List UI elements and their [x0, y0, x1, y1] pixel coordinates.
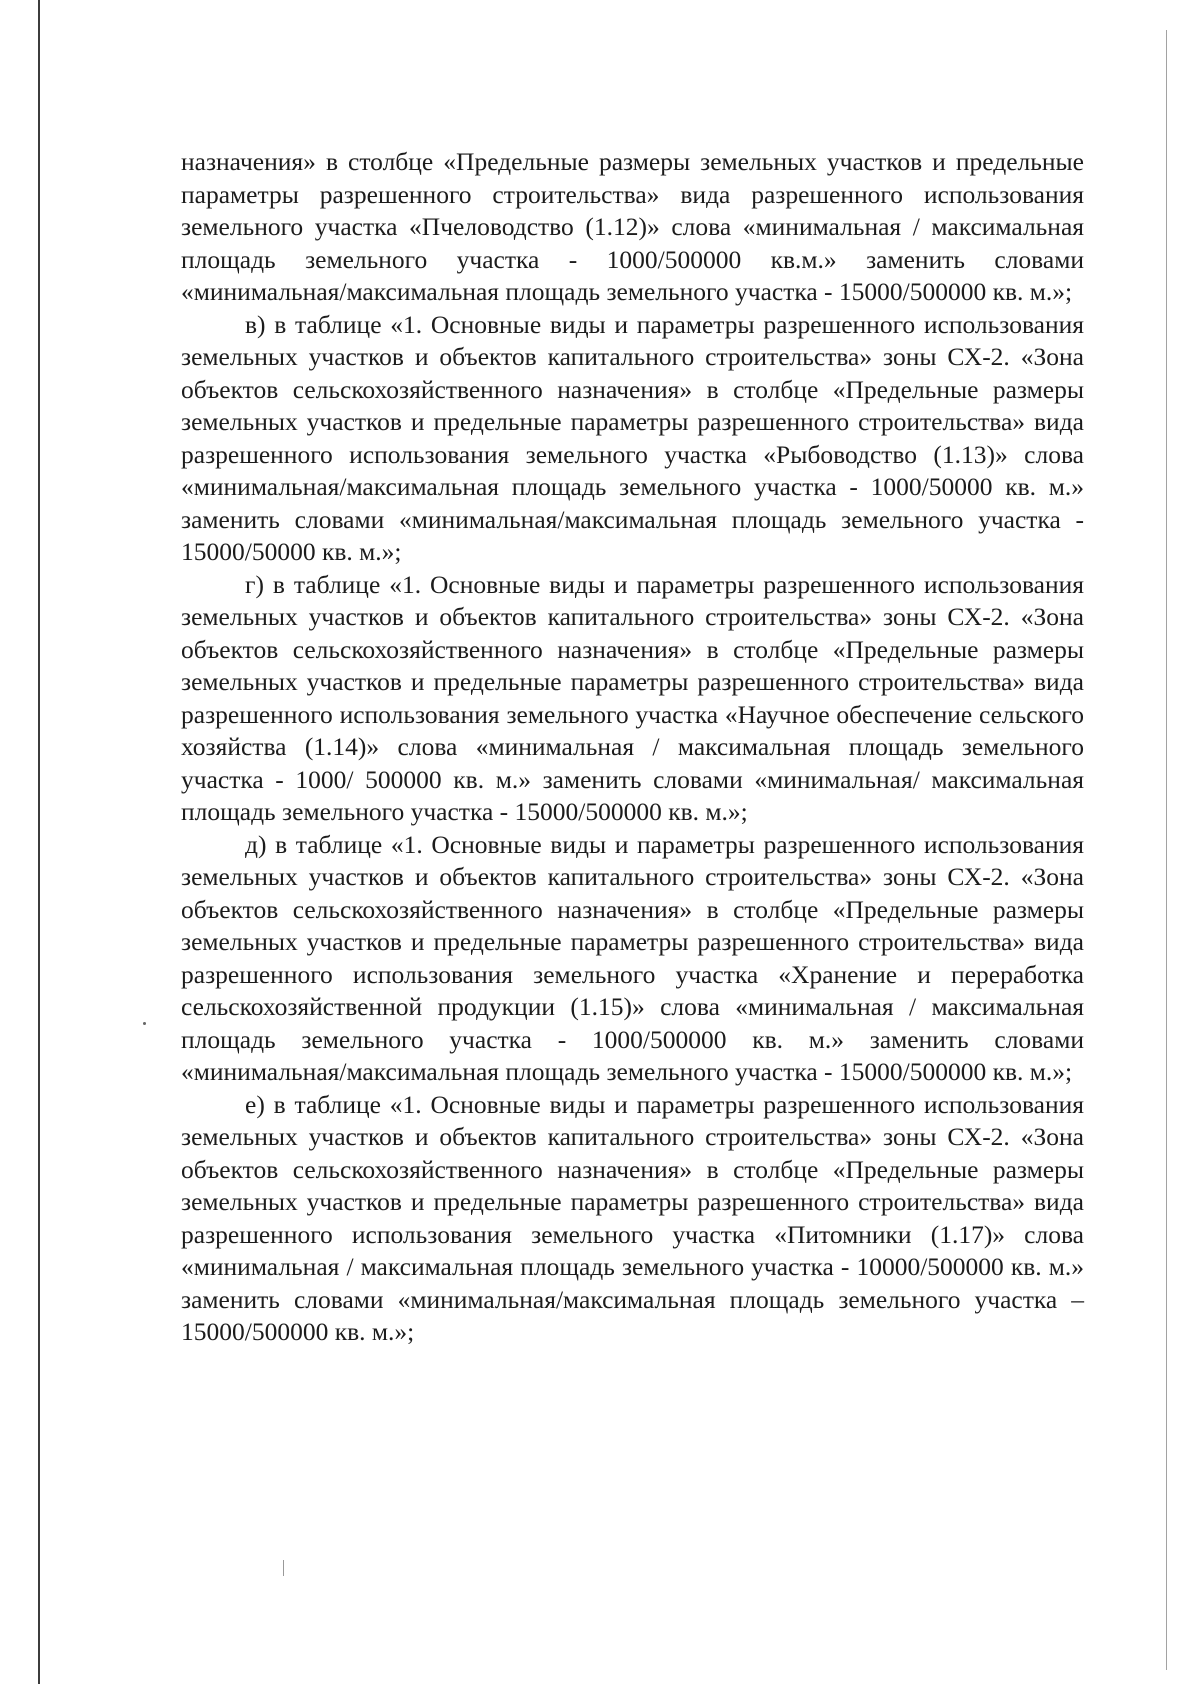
- document-body: [181, 146, 1084, 1349]
- scan-left-edge: [38, 0, 40, 1684]
- paragraph-item-d: д) в таблице «1. Основные виды и параметры разрешенного использования земельных участков и объектов капитального строительства» зоны СХ-2. «Зона объектов сельскохозяйственного назначения» в столбце «Предельные размеры земельных участков и предельные параметры разрешенного строительства» вида разрешенного использования земельного участка «Хранение и переработка сельскохозяйственной продукции (1.15)» слова «минимальная / максимальная площадь земельного участка - 1000/500000 кв. м.» заменить словами «минимальная/максимальная площадь земельного участка - 15000/500000 кв. м.»;: [181, 829, 1084, 1086]
- scan-right-edge: [1166, 30, 1167, 1670]
- scan-speck: [143, 1022, 146, 1025]
- paragraph-continuation: назначения» в столбце «Предельные размеры земельных участков и предельные параметры разрешенного строительства» вида разрешенного использования земельного участка «Пчеловодство (1.12)» слова «минимальная / максимальная площадь земельного участка - 1000/500000 кв.м.» заменить словами «минимальная/максимальная площадь земельного участка - 15000/500000 кв. м.»;: [181, 147, 1084, 306]
- paragraph-item-g: г) в таблице «1. Основные виды и параметры разрешенного использования земельных участков и объектов капитального строительства» зоны СХ-2. «Зона объектов сельскохозяйственного назначения» в столбце «Предельные размеры земельных участков и предельные параметры разрешенного строительства» вида разрешенного использования земельного участка «Научное обеспечение сельского хозяйства (1.14)» слова «минимальная / максимальная площадь земельного участка - 1000/ 500000 кв. м.» заменить словами «минимальная/ максимальная площадь земельного участка - 15000/500000 кв. м.»;: [181, 569, 1084, 826]
- paragraph-item-v: в) в таблице «1. Основные виды и параметры разрешенного использования земельных участков и объектов капитального строительства» зоны СХ-2. «Зона объектов сельскохозяйственного назначения» в столбце «Предельные размеры земельных участков и предельные параметры разрешенного строительства» вида разрешенного использования земельного участка «Рыбоводство (1.13)» слова «минимальная/максимальная площадь земельного участка - 1000/50000 кв. м.» заменить словами «минимальная/максимальная площадь земельного участка - 15000/50000 кв. м.»;: [181, 309, 1084, 566]
- paragraph-item-e: е) в таблице «1. Основные виды и параметры разрешенного использования земельных участков и объектов капитального строительства» зоны СХ-2. «Зона объектов сельскохозяйственного назначения» в столбце «Предельные размеры земельных участков и предельные параметры разрешенного строительства» вида разрешенного использования земельного участка «Питомники (1.17)» слова «минимальная / максимальная площадь земельного участка - 10000/500000 кв. м.» заменить словами «минимальная/максимальная площадь земельного участка – 15000/500000 кв. м.»;: [181, 1089, 1084, 1346]
- scan-mark: [283, 1560, 284, 1576]
